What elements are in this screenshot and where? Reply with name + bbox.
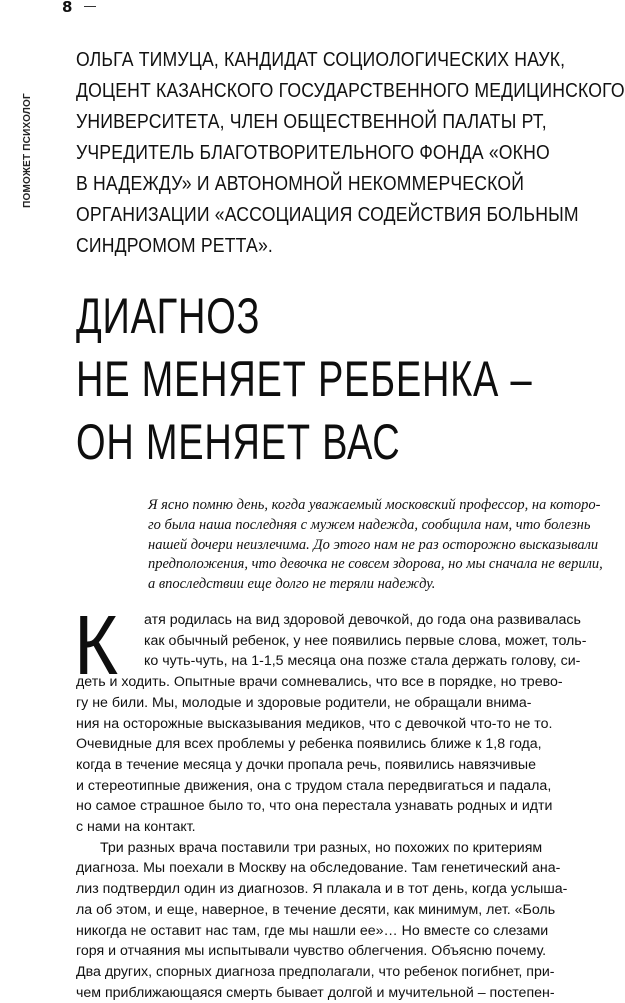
author-line: ОРГАНИЗАЦИИ «АССОЦИАЦИЯ СОДЕЙСТВИЯ БОЛЬНЫМ	[76, 203, 579, 226]
body-line: Два других, спорных диагноза предполагали, что ребенок погибнет, при-	[76, 963, 555, 980]
body-line: когда в течение месяца у дочки пропала речь, появились навязчивые	[76, 756, 536, 773]
body-line: никогда не оставит нас там, где мы нашли ее»… Но вместе со слезами	[76, 922, 549, 939]
lead-line: го была наша последняя с мужем надежда, сообщила нам, что болезнь	[148, 516, 591, 533]
body-line: гу не били. Мы, молодые и здоровые родители, не обращали внима-	[76, 694, 532, 711]
body-line: атя родилась на вид здоровой девочкой, до года она развивалась	[144, 612, 581, 628]
body-line: ния на осторожные высказывания медиков, что с девочкой что-то не то.	[76, 715, 553, 732]
body-line: чем приближающаяся смерть бывает долгой и мучительной – постепен-	[76, 984, 555, 1001]
top-rule	[84, 6, 96, 7]
body-line: ко чуть-чуть, на 1-1,5 месяца она позже стала держать голову, си-	[144, 653, 581, 670]
article-headline	[76, 285, 596, 474]
article-body	[76, 610, 616, 1003]
body-line: и стереотипные движения, она с трудом стала передвигаться и падала,	[76, 777, 552, 794]
author-credit	[76, 44, 625, 261]
page-number: 8	[62, 0, 73, 16]
body-line: но самое страшное было то, что она перестала узнавать родных и идти	[76, 798, 553, 815]
body-line: горя и отчаяния мы испытывали чувство облегчения. Объясню почему.	[76, 943, 547, 960]
headline-line: ДИАГНОЗ	[76, 288, 261, 344]
section-label	[14, 40, 40, 260]
body-line: с нами на контакт.	[76, 819, 196, 836]
lead-line: предположения, что девочка не совсем здорова, но мы сначала не верили,	[148, 556, 603, 573]
lead-paragraph	[148, 496, 608, 595]
body-line: ла об этом, и еще, наверное, в течение десяти, как минимум, лет. «Боль	[76, 901, 556, 918]
body-line: деть и ходить. Опытные врачи сомневались, что все в порядке, но трево-	[76, 674, 563, 691]
drop-cap: К	[74, 598, 119, 692]
lead-line: нашей дочери неизлечима. До этого нам не раз осторожно высказывали	[148, 536, 599, 553]
lead-line: Я ясно помню день, когда уважаемый московский профессор, на которо-	[148, 497, 601, 513]
author-line: УНИВЕРСИТЕТА, ЧЛЕН ОБЩЕСТВЕННОЙ ПАЛАТЫ РТ,	[76, 110, 547, 133]
lead-line: а впоследствии еще долго не теряли надежду.	[148, 576, 436, 593]
headline-line: НЕ МЕНЯЕТ РЕБЕНКА –	[76, 351, 533, 407]
author-line: В НАДЕЖДУ» И АВТОНОМНОЙ НЕКОММЕРЧЕСКОЙ	[76, 172, 525, 195]
body-line: диагноза. Мы поехали в Москву на обследование. Там генетический ана-	[76, 860, 561, 877]
body-line: Очевидные для всех проблемы у ребенка появились ближе к 1,8 года,	[76, 736, 542, 753]
body-line: лиз подтвердил один из диагнозов. Я плакала и в тот день, когда услыша-	[76, 881, 568, 898]
headline-line: ОН МЕНЯЕТ ВАС	[76, 414, 401, 470]
body-line: как обычный ребенок, у нее появились первые слова, может, толь-	[144, 632, 587, 649]
author-line: ДОЦЕНТ КАЗАНСКОГО ГОСУДАРСТВЕННОГО МЕДИЦИНСКОГО	[76, 79, 625, 102]
body-line: Три разных врача поставили три разных, но похожих по критериям	[100, 839, 543, 856]
author-line: СИНДРОМОМ РЕТТА».	[76, 234, 274, 257]
author-line: ОЛЬГА ТИМУЦА, КАНДИДАТ СОЦИОЛОГИЧЕСКИХ НАУК,	[76, 48, 566, 71]
section-label-text: ПОМОЖЕТ ПСИХОЛОГ	[21, 92, 33, 208]
author-line: УЧРЕДИТЕЛЬ БЛАГОТВОРИТЕЛЬНОГО ФОНДА «ОКНО	[76, 141, 550, 164]
